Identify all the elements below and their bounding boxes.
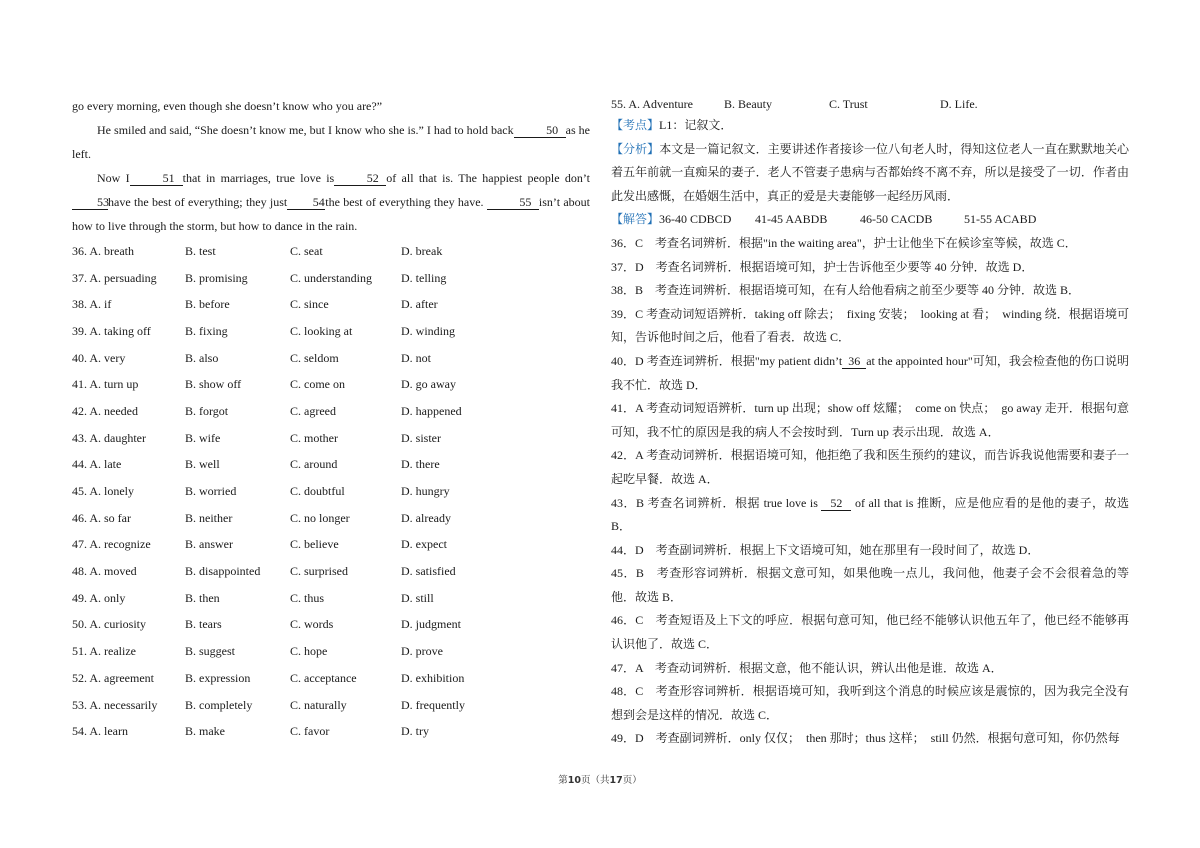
footer-text: 页） (622, 775, 642, 786)
blank-50: 50 (514, 123, 566, 138)
fenxi-text: 本文是一篇记叙文．主要讲述作者接诊一位八旬老人时，得知这位老人一直在默默地关心着五年前就一直痴呆的妻子．老人不管妻子患病与否都始终不离不弃，所以是接受了一切．作者由此发出感慨，在婚姻生活中，真正的爱是夫妻能够一起经历风雨． (611, 141, 1129, 203)
answer-group: 41-45 AABDB (755, 212, 828, 227)
option-a: 52. A. agreement (72, 670, 154, 685)
option-c: C. words (290, 617, 334, 632)
option-c: C. no longer (290, 510, 350, 525)
question-row (72, 612, 465, 639)
blank-52: 52 (334, 171, 386, 186)
passage-text: have the best of everything; they just (108, 195, 288, 209)
explanation-39: 39．C 考查动词短语辨析．taking off 除去； fixing 安装； looking at 看； winding 绕．根据语境可知，告诉他时间之后，他看了看表．故选 C． (611, 306, 1129, 345)
kaodian-tag: 【考点】 (611, 118, 660, 132)
option-d: D. still (401, 590, 434, 605)
right-column (611, 94, 1129, 751)
footer-text: 页（共 (580, 775, 610, 786)
option-c: C. seldom (290, 350, 339, 365)
question-row (72, 238, 465, 265)
blank-52: 52 (821, 496, 851, 511)
page-footer (0, 772, 1200, 786)
explanation-41: 41．A 考查动词短语辨析．turn up 出现；show off 炫耀； come on 快点； go away 走开．根据句意可知，我不忙的原因是我的病人不会按时到．Turn up 表示出现．故选 A． (611, 401, 1129, 439)
option-d: D. not (401, 350, 431, 365)
option-d: D. sister (401, 430, 441, 445)
left-column (72, 94, 590, 745)
passage-text: of all that is. The happiest people don’t (386, 171, 590, 185)
question-row (72, 425, 465, 452)
option-a: 49. A. only (72, 590, 126, 605)
option-d: D. judgment (401, 617, 461, 632)
jieda-line (611, 208, 1129, 232)
explanation-46: 46．C 考查短语及上下文的呼应．根据句意可知，他已经不能够认识他五年了，他已经不能够再认识他了．故选 C． (611, 613, 1129, 652)
option-d: D. break (401, 243, 443, 258)
option-c: C. surprised (290, 564, 348, 579)
passage-text: go every morning, even though she doesn’t know who you are?” (72, 99, 383, 113)
option-a: 54. A. learn (72, 724, 128, 739)
explanation-text: at the appointed hour"可知，我会检查他的伤口说明我不忙．故选 D． (611, 353, 1129, 392)
option-c: C. agreed (290, 403, 336, 418)
fenxi-paragraph (611, 138, 1129, 209)
explanation-36: 36．C 考查名词辨析．根据"in the waiting area"，护士让他坐下在候诊室等候，故选 C． (611, 235, 1077, 250)
question-row (72, 638, 465, 665)
explanation-42: 42．A 考查动词辨析．根据语境可知，他拒绝了我和医生预约的建议，而告诉我说他需要和妻子一起吃早餐．故选 A． (611, 448, 1129, 486)
passage-line-1 (72, 94, 590, 118)
option-a: 37. A. persuading (72, 270, 157, 285)
option-a: 41. A. turn up (72, 377, 139, 392)
question-row (72, 665, 465, 692)
option-b: B. Beauty (724, 97, 772, 111)
explanation-text: of all that is 推断，应是他应看的是他的妻子，故选 B． (611, 495, 1130, 534)
option-d: D. exhibition (401, 670, 465, 685)
passage-text: the best of everything they have. (325, 195, 484, 209)
option-b: B. suggest (185, 644, 236, 659)
question-row (72, 371, 465, 398)
option-b: B. forgot (185, 403, 229, 418)
option-b: B. expression (185, 670, 251, 685)
option-c: C. doubtful (290, 484, 345, 499)
option-a: 46. A. so far (72, 510, 131, 525)
explanation-text: 43．B 考查名词辨析．根据 true love is (611, 495, 818, 510)
option-b: B. well (185, 457, 220, 472)
explanation-45: 45．B 考查形容词辨析．根据文意可知，如果他晚一点儿，我问他，他妻子会不会很着急的等他．故选 B． (611, 566, 1129, 604)
option-c: C. favor (290, 724, 330, 739)
blank-54: 54 (287, 195, 325, 210)
explanation-38: 38．B 考查连词辨析．根据语境可知，在有人给他看病之前至少要等 40 分钟．故选 B． (611, 283, 1081, 298)
question-row (72, 291, 465, 318)
explanation-48: 48．C 考查形容词辨析．根据语境可知，我听到这个消息的时候应该是震惊的，因为我完全没有想到会是这样的情况．故选 C． (611, 684, 1129, 722)
option-a: 42. A. needed (72, 403, 138, 418)
option-b: B. also (185, 350, 219, 365)
option-b: B. fixing (185, 323, 228, 338)
option-d: D. already (401, 510, 451, 525)
option-d: D. expect (401, 537, 447, 552)
option-c: C. come on (290, 377, 345, 392)
option-c: C. understanding (290, 270, 372, 285)
option-b: B. wife (185, 430, 221, 445)
option-c: C. around (290, 457, 338, 472)
question-row (72, 558, 465, 585)
question-row (72, 718, 465, 745)
question-row (72, 532, 465, 559)
question-row (72, 345, 465, 372)
blank-53: 53 (72, 195, 108, 210)
blank-36: 36 (842, 354, 866, 369)
option-c: C. Trust (829, 97, 868, 111)
option-d: D. winding (401, 323, 455, 338)
option-b: B. test (185, 243, 216, 258)
option-a: 51. A. realize (72, 644, 136, 659)
explanation-text: 40．D 考查连词辨析．根据"my patient didn’t (611, 353, 843, 368)
question-row (72, 478, 465, 505)
option-b: B. disappointed (185, 564, 261, 579)
option-b: B. then (185, 590, 220, 605)
option-a: 53. A. necessarily (72, 697, 158, 712)
option-b: B. make (185, 724, 225, 739)
total-pages: 17 (609, 775, 623, 786)
passage-text: Now I (97, 171, 130, 185)
passage-paragraph-2 (72, 118, 590, 166)
option-c: C. hope (290, 644, 328, 659)
option-a: 50. A. curiosity (72, 617, 146, 632)
option-a: 48. A. moved (72, 564, 137, 579)
question-row (72, 265, 465, 292)
option-b: B. before (185, 297, 230, 312)
option-c: C. looking at (290, 323, 353, 338)
blank-55: 55 (487, 195, 539, 210)
question-row (72, 318, 465, 345)
explanation-47: 47．A 考查动词辨析．根据文意，他不能认识，辨认出他是谁．故选 A． (611, 660, 1003, 675)
option-a: 47. A. recognize (72, 537, 151, 552)
kaodian-line (611, 114, 1129, 138)
option-b: B. completely (185, 697, 253, 712)
page-number: 10 (567, 775, 581, 786)
option-a: 39. A. taking off (72, 323, 151, 338)
option-a: 45. A. lonely (72, 484, 134, 499)
option-d: D. there (401, 457, 440, 472)
option-d: D. satisfied (401, 564, 456, 579)
option-d: D. after (401, 297, 438, 312)
option-a: 43. A. daughter (72, 430, 146, 445)
fenxi-tag: 【分析】 (611, 141, 660, 156)
option-b: B. neither (185, 510, 233, 525)
option-a: 38. A. if (72, 297, 112, 312)
kaodian-text: L1：记叙文． (659, 118, 733, 132)
question-row (72, 692, 465, 719)
explanation-40 (611, 350, 1129, 397)
option-b: B. answer (185, 537, 233, 552)
question-row (72, 398, 465, 425)
explanation-37: 37．D 考查名词辨析．根据语境可知，护士告诉他至少要等 40 分钟．故选 D． (611, 259, 1034, 274)
question-55-row (611, 94, 1129, 114)
option-c: C. believe (290, 537, 339, 552)
option-a: 44. A. late (72, 457, 122, 472)
option-d: D. try (401, 724, 429, 739)
option-c: C. seat (290, 243, 323, 258)
passage-text: He smiled and said, “She doesn’t know me, but I know who she is.” I had to hold back (97, 123, 514, 137)
jieda-tag: 【解答】 (611, 212, 660, 227)
answer-group: 51-55 ACABD (964, 212, 1037, 227)
footer-text: 第 (558, 775, 568, 786)
option-b: B. promising (185, 270, 248, 285)
option-b: B. worried (185, 484, 237, 499)
option-d: D. hungry (401, 484, 450, 499)
option-c: C. acceptance (290, 670, 357, 685)
blank-51: 51 (130, 171, 183, 186)
passage-text: that in marriages, true love is (182, 171, 335, 185)
answer-group: 36-40 CDBCD (659, 212, 732, 227)
option-b: B. show off (185, 377, 242, 392)
explanation-49: 49．D 考查副词辨析．only 仅仅； then 那时；thus 这样； still 仍然．根据句意可知，你仍然每 (611, 731, 1120, 746)
option-d: D. frequently (401, 697, 465, 712)
option-c: C. naturally (290, 697, 347, 712)
passage-text: isn’t about how to live through the storm, but how to dance in the rain. (72, 195, 591, 233)
option-a: 55. A. Adventure (611, 97, 693, 111)
question-row (72, 505, 465, 532)
passage-text: as he left. (72, 123, 590, 161)
option-d: D. happened (401, 403, 462, 418)
option-a: 40. A. very (72, 350, 126, 365)
explanation-43 (611, 492, 1129, 539)
option-d: D. Life. (940, 97, 978, 111)
option-d: D. go away (401, 377, 456, 392)
passage-paragraph-3 (72, 166, 590, 238)
option-c: C. mother (290, 430, 338, 445)
option-d: D. telling (401, 270, 447, 285)
option-d: D. prove (401, 644, 443, 659)
option-b: B. tears (185, 617, 222, 632)
answer-group: 46-50 CACDB (860, 212, 933, 227)
option-c: C. since (290, 297, 329, 312)
question-row (72, 452, 465, 479)
option-c: C. thus (290, 590, 325, 605)
explanation-44: 44．D 考查副词辨析．根据上下文语境可知，她在那里有一段时间了，故选 D． (611, 542, 1040, 557)
options-table (72, 238, 465, 745)
question-row (72, 585, 465, 612)
option-a: 36. A. breath (72, 243, 134, 258)
